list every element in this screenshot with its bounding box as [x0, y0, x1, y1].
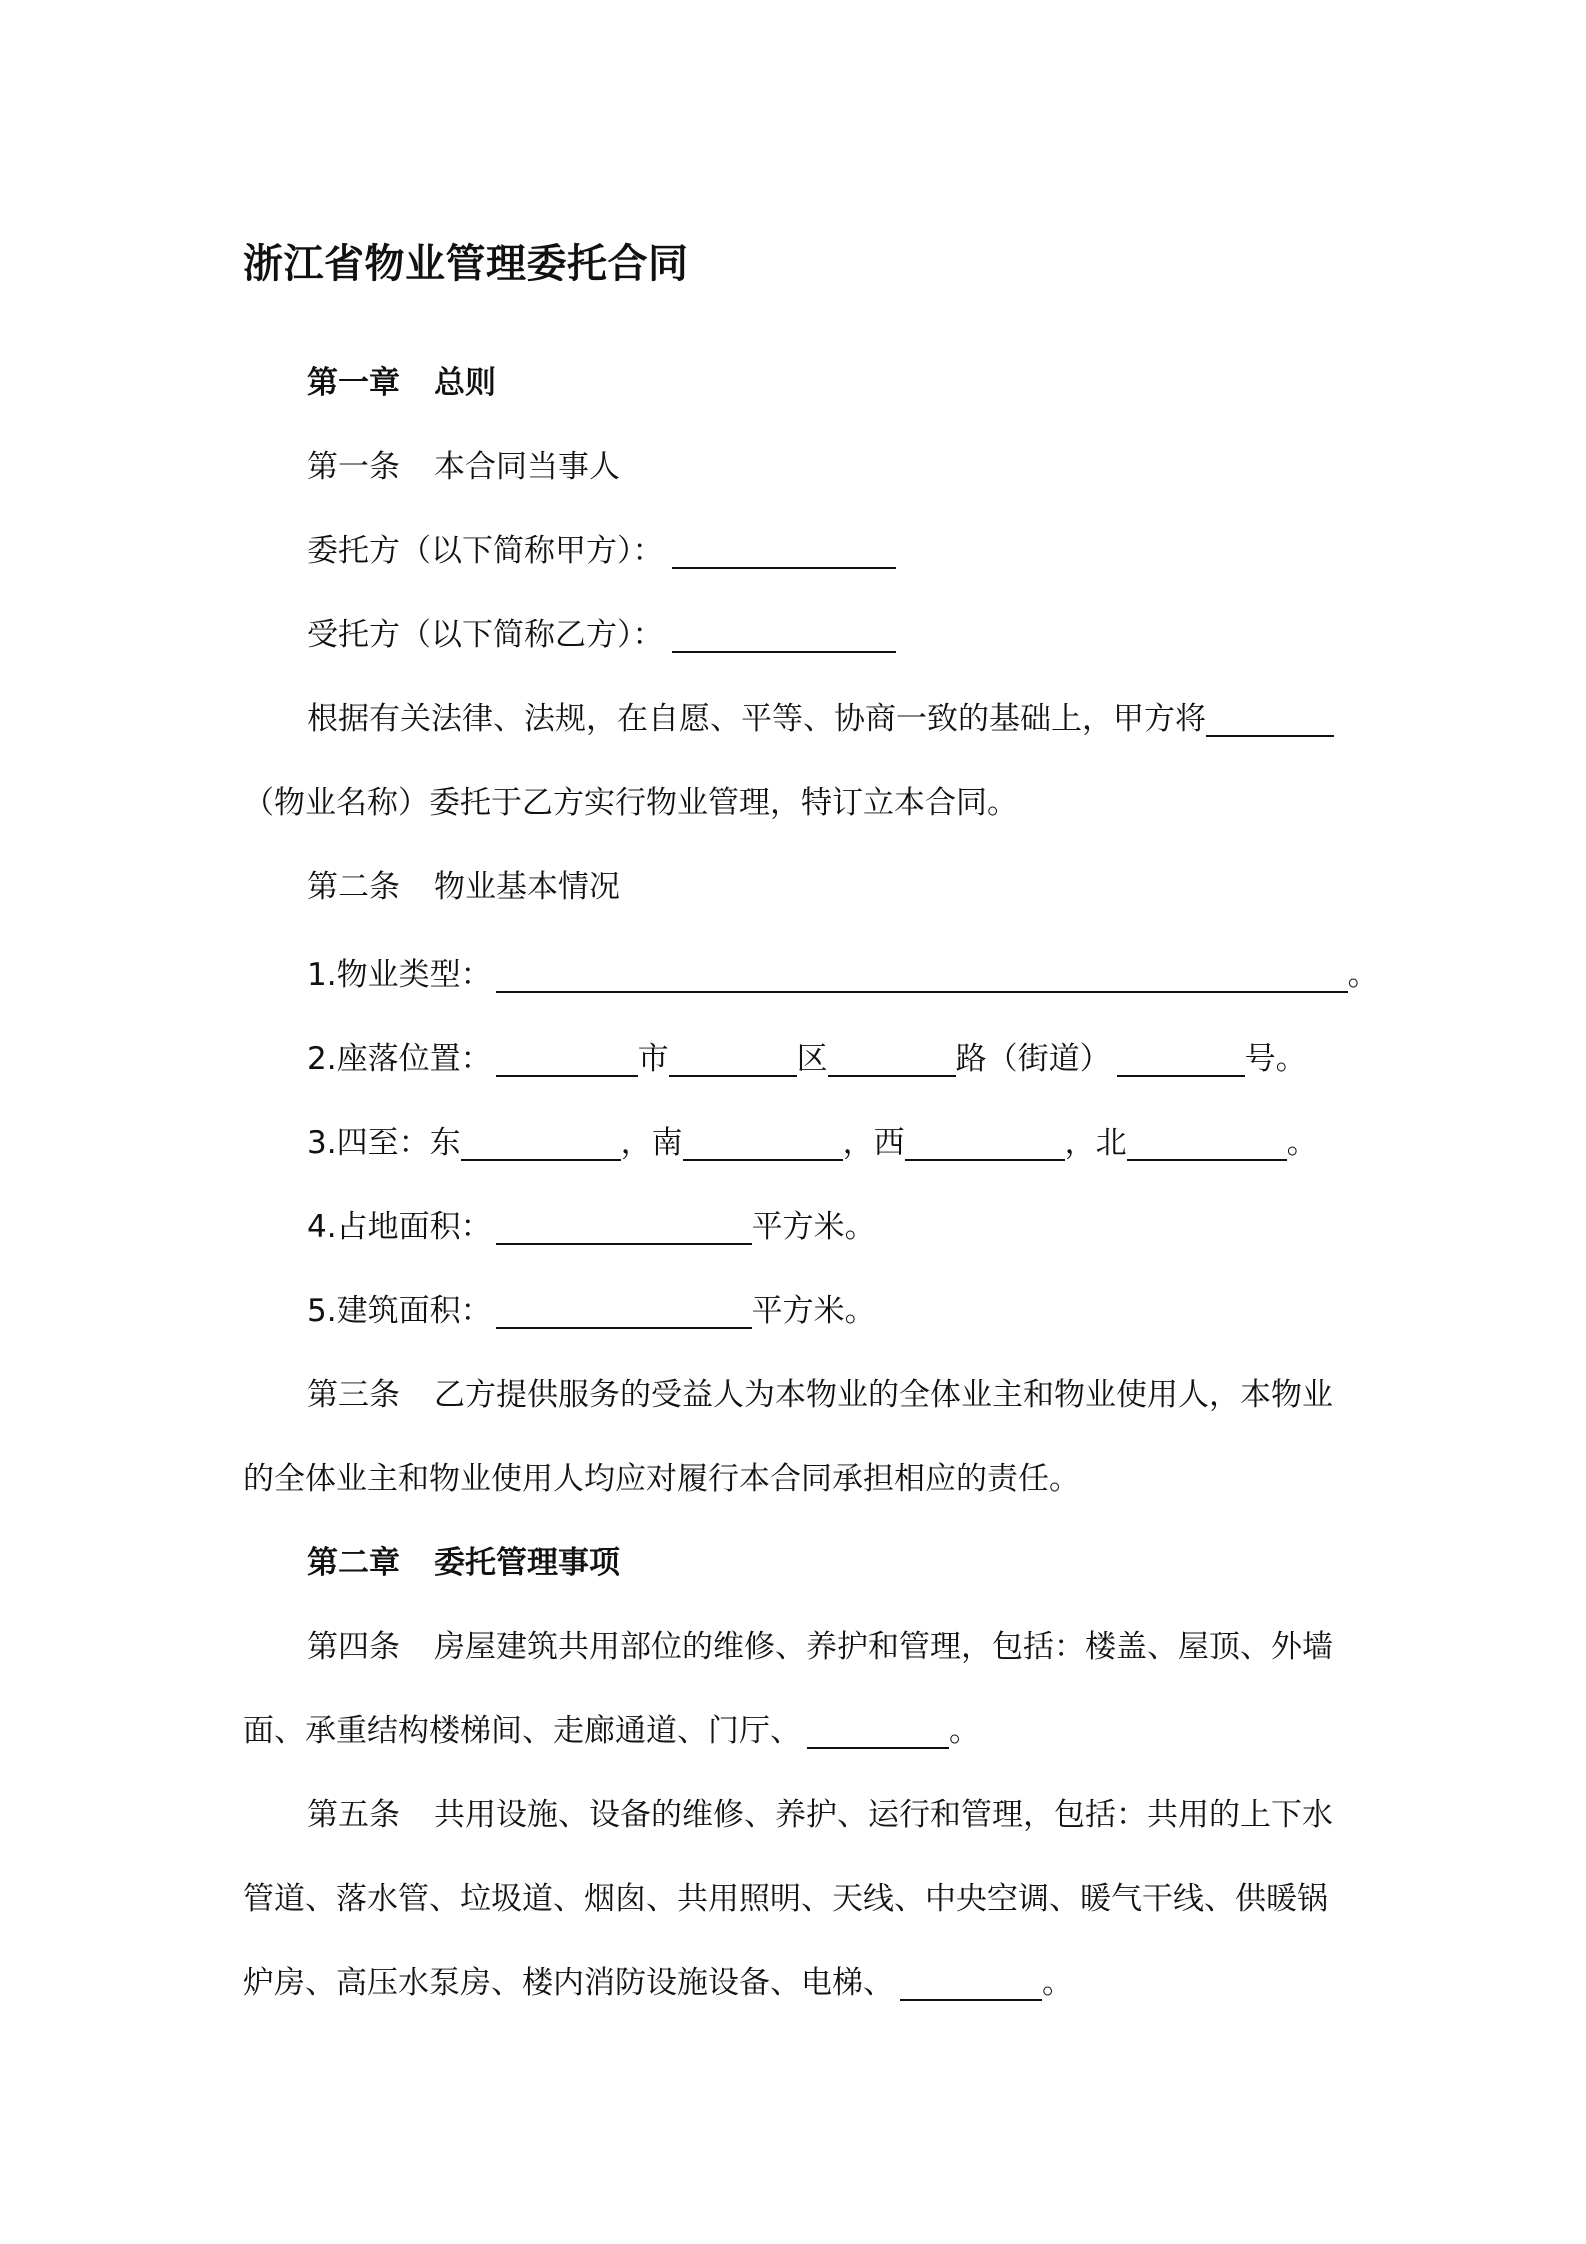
land-area-blank[interactable]	[496, 1209, 752, 1245]
number-blank[interactable]	[1117, 1041, 1245, 1077]
item-label: 4.占地面积：	[307, 1209, 492, 1245]
party-a-blank[interactable]	[672, 533, 896, 569]
party-b-blank[interactable]	[672, 617, 896, 653]
east-blank[interactable]	[461, 1125, 621, 1161]
article-text: 房屋建筑共用部位的维修、养护和管理，包括：楼盖、屋顶、外墙	[434, 1629, 1333, 1665]
number-label: 号。	[1244, 1041, 1307, 1077]
item-property-type	[307, 955, 1379, 995]
article-number: 第一条	[307, 449, 400, 485]
north-blank[interactable]	[1127, 1125, 1287, 1161]
chapter-name: 总则	[434, 365, 496, 401]
chapter-1-heading	[307, 363, 496, 403]
article-end: 。	[949, 1713, 980, 1749]
unit-label: 平方米。	[751, 1293, 876, 1329]
item-land-area	[307, 1207, 876, 1247]
road-blank[interactable]	[828, 1041, 956, 1077]
article-1	[307, 447, 620, 487]
district-blank[interactable]	[669, 1041, 797, 1077]
party-a-label: 委托方（以下简称甲方）：	[307, 533, 664, 569]
item-end: 。	[1286, 1125, 1318, 1161]
article-5-line-1	[307, 1795, 1333, 1835]
article-text: 乙方提供服务的受益人为本物业的全体业主和物业使用人，本物业	[434, 1377, 1333, 1413]
city-blank[interactable]	[496, 1041, 638, 1077]
north-label: ，北	[1064, 1125, 1127, 1161]
item-label: 5.建筑面积：	[307, 1293, 492, 1329]
article-number: 第五条	[307, 1797, 400, 1833]
item-label: 3.四至：东	[307, 1125, 461, 1161]
west-blank[interactable]	[905, 1125, 1065, 1161]
party-b-line	[307, 615, 896, 655]
building-area-blank[interactable]	[496, 1293, 752, 1329]
article-text: 面、承重结构楼梯间、走廊通道、门厅、	[243, 1713, 801, 1749]
article-3-line-2	[243, 1459, 1080, 1499]
article-number: 第二条	[307, 869, 400, 905]
item-label: 2.座落位置：	[307, 1041, 492, 1077]
item-building-area	[307, 1291, 876, 1331]
basis-text-1: 根据有关法律、法规，在自愿、平等、协商一致的基础上，甲方将	[307, 701, 1206, 737]
basis-text-2: （物业名称）委托于乙方实行物业管理，特订立本合同。	[243, 785, 1018, 821]
article-2	[307, 867, 620, 907]
item-end: 。	[1347, 957, 1379, 993]
property-type-blank[interactable]	[496, 957, 1348, 993]
item-label: 1.物业类型：	[307, 957, 492, 993]
item-location	[307, 1039, 1307, 1079]
article-text: 共用设施、设备的维修、养护、运行和管理，包括：共用的上下水	[434, 1797, 1333, 1833]
item-boundaries	[307, 1123, 1318, 1163]
article-text: 炉房、高压水泵房、楼内消防设施设备、电梯、	[243, 1965, 894, 2001]
city-label: 市	[637, 1041, 669, 1077]
article-5-line-2	[243, 1879, 1328, 1919]
article-number: 第三条	[307, 1377, 400, 1413]
article-4-line-1	[307, 1627, 1333, 1667]
south-blank[interactable]	[683, 1125, 843, 1161]
party-b-label: 受托方（以下简称乙方）：	[307, 617, 664, 653]
chapter-name: 委托管理事项	[434, 1545, 620, 1581]
article-3-line-1	[307, 1375, 1333, 1415]
chapter-number: 第一章	[307, 365, 400, 401]
article-5-blank[interactable]	[900, 1965, 1042, 2001]
district-label: 区	[796, 1041, 828, 1077]
article-number: 第四条	[307, 1629, 400, 1665]
article-text: 管道、落水管、垃圾道、烟囱、共用照明、天线、中央空调、暖气干线、供暖锅	[243, 1881, 1328, 1917]
article-text: 物业基本情况	[434, 869, 620, 905]
road-label: 路（街道）	[955, 1041, 1111, 1077]
article-text: 的全体业主和物业使用人均应对履行本合同承担相应的责任。	[243, 1461, 1080, 1497]
unit-label: 平方米。	[751, 1209, 876, 1245]
basis-line-2	[243, 783, 1018, 823]
document-title: 浙江省物业管理委托合同	[243, 241, 689, 287]
article-end: 。	[1042, 1965, 1073, 2001]
west-label: ，西	[842, 1125, 905, 1161]
article-text: 本合同当事人	[434, 449, 620, 485]
party-a-line	[307, 531, 896, 571]
south-label: ，南	[620, 1125, 683, 1161]
basis-line-1	[307, 699, 1334, 739]
article-4-blank[interactable]	[807, 1713, 949, 1749]
article-5-line-3	[243, 1963, 1073, 2003]
article-4-line-2	[243, 1711, 980, 1751]
chapter-number: 第二章	[307, 1545, 400, 1581]
chapter-2-heading	[307, 1543, 620, 1583]
property-name-blank[interactable]	[1206, 701, 1334, 737]
